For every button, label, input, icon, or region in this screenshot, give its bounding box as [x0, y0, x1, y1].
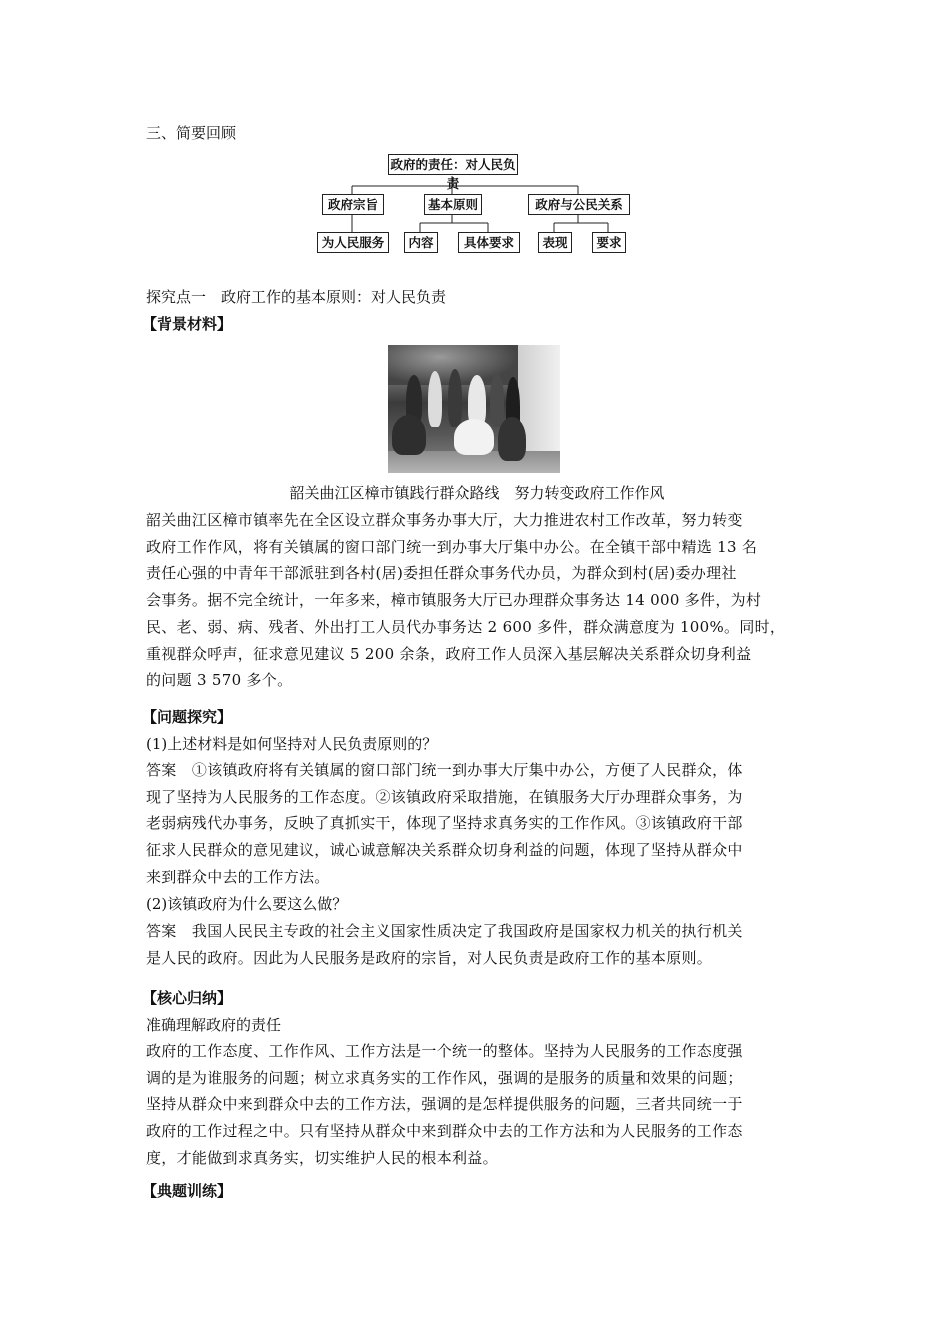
answer-2: [146, 918, 808, 971]
diagram-leaf-serve-people: 为人民服务: [317, 232, 389, 253]
diagram-leaf-requirements: 具体要求: [458, 232, 520, 253]
diagram-leaf-content: 内容: [404, 232, 438, 253]
core-text: [146, 1038, 808, 1172]
text-line: 是人民的政府。因此为人民服务是政府的宗旨，对人民负责是政府工作的基本原则。: [146, 948, 713, 967]
text-line: 政府工作作风，将有关镇属的窗口部门统一到办事大厅集中办公。在全镇干部中精选 13 名: [146, 537, 758, 556]
diagram-branch-relation: 政府与公民关系: [528, 194, 630, 215]
photo-person: [448, 369, 462, 427]
answer-1: [146, 757, 808, 891]
section-title: 三、简要回顾: [146, 124, 237, 142]
background-label: 【背景材料】: [142, 315, 233, 333]
core-label: 【核心归纳】: [142, 989, 233, 1007]
text-line: 韶关曲江区樟市镇率先在全区设立群众事务办事大厅，大力推进农村工作改革，努力转变: [146, 511, 743, 529]
background-text: [146, 507, 808, 694]
diagram-branch-principle: 基本原则: [424, 194, 482, 215]
meeting-photo: [388, 345, 560, 473]
text-line: 答案 我国人民民主专政的社会主义国家性质决定了我国政府是国家权力机关的执行机关: [146, 922, 743, 940]
photo-person: [392, 415, 426, 455]
photo-person: [454, 419, 494, 455]
diagram-root-box: 政府的责任：对人民负责: [388, 154, 518, 175]
text-line: 现了坚持为人民服务的工作态度。②该镇政府采取措施，在镇服务大厅办理群众事务，为: [146, 787, 743, 806]
text-line: 老弱病残代办事务，反映了真抓实干，体现了坚持求真务实的工作作风。③该镇政府干部: [146, 814, 743, 833]
practice-label: 【典题训练】: [142, 1182, 233, 1200]
question-2: (2)该镇政府为什么要这么做？: [146, 895, 348, 913]
text-line: 责任心强的中青年干部派驻到各村(居)委担任群众事务代办员，为群众到村(居)委办理社: [146, 564, 737, 583]
diagram-leaf-demand: 要求: [592, 232, 626, 253]
text-line: 政府的工作态度、工作作风、工作方法是一个统一的整体。坚持为人民服务的工作态度强: [146, 1042, 743, 1060]
diagram-leaf-manifestation: 表现: [538, 232, 572, 253]
photo-person: [490, 373, 504, 427]
core-subtitle: 准确理解政府的责任: [146, 1016, 282, 1034]
question-label: 【问题探究】: [142, 708, 233, 726]
text-line: 重视群众呼声，征求意见建议 5 200 余条，政府工作人员深入基层解决关系群众切身利益: [146, 644, 752, 663]
text-line: 政府的工作过程之中。只有坚持从群众中来到群众中去的工作方法和为人民服务的工作态: [146, 1122, 743, 1141]
text-line: 调的是为谁服务的问题；树立求真务实的工作作风，强调的是服务的质量和效果的问题；: [146, 1068, 743, 1087]
text-line: 的问题 3 570 多个。: [146, 671, 293, 690]
text-line: 征求人民群众的意见建议，诚心诚意解决关系群众切身利益的问题，体现了坚持从群众中: [146, 841, 743, 860]
text-line: 来到群众中去的工作方法。: [146, 867, 330, 886]
photo-person: [498, 417, 526, 461]
text-line: 坚持从群众中来到群众中去的工作方法，强调的是怎样提供服务的问题，三者共同统一于: [146, 1095, 743, 1114]
photo-caption: 韶关曲江区樟市镇践行群众路线 努力转变政府工作作风: [289, 484, 665, 502]
concept-diagram: [316, 152, 646, 256]
text-line: 答案 ①该镇政府将有关镇属的窗口部门统一到办事大厅集中办公，方便了人民群众，体: [146, 761, 743, 779]
diagram-branch-purpose: 政府宗旨: [322, 194, 384, 215]
text-line: 会事务。据不完全统计，一年多来，樟市镇服务大厅已办理群众事务达 14 000 多件，为村: [146, 591, 762, 610]
photo-person: [428, 371, 442, 427]
text-line: 度，才能做到求真务实，切实维护人民的根本利益。: [146, 1148, 498, 1167]
inquiry-heading: 探究点一 政府工作的基本原则：对人民负责: [146, 288, 447, 306]
question-1: (1)上述材料是如何坚持对人民负责原则的？: [146, 735, 438, 753]
text-line: 民、老、弱、病、残者、外出打工人员代办事务达 2 600 多件，群众满意度为 100%。同时，: [146, 617, 786, 636]
